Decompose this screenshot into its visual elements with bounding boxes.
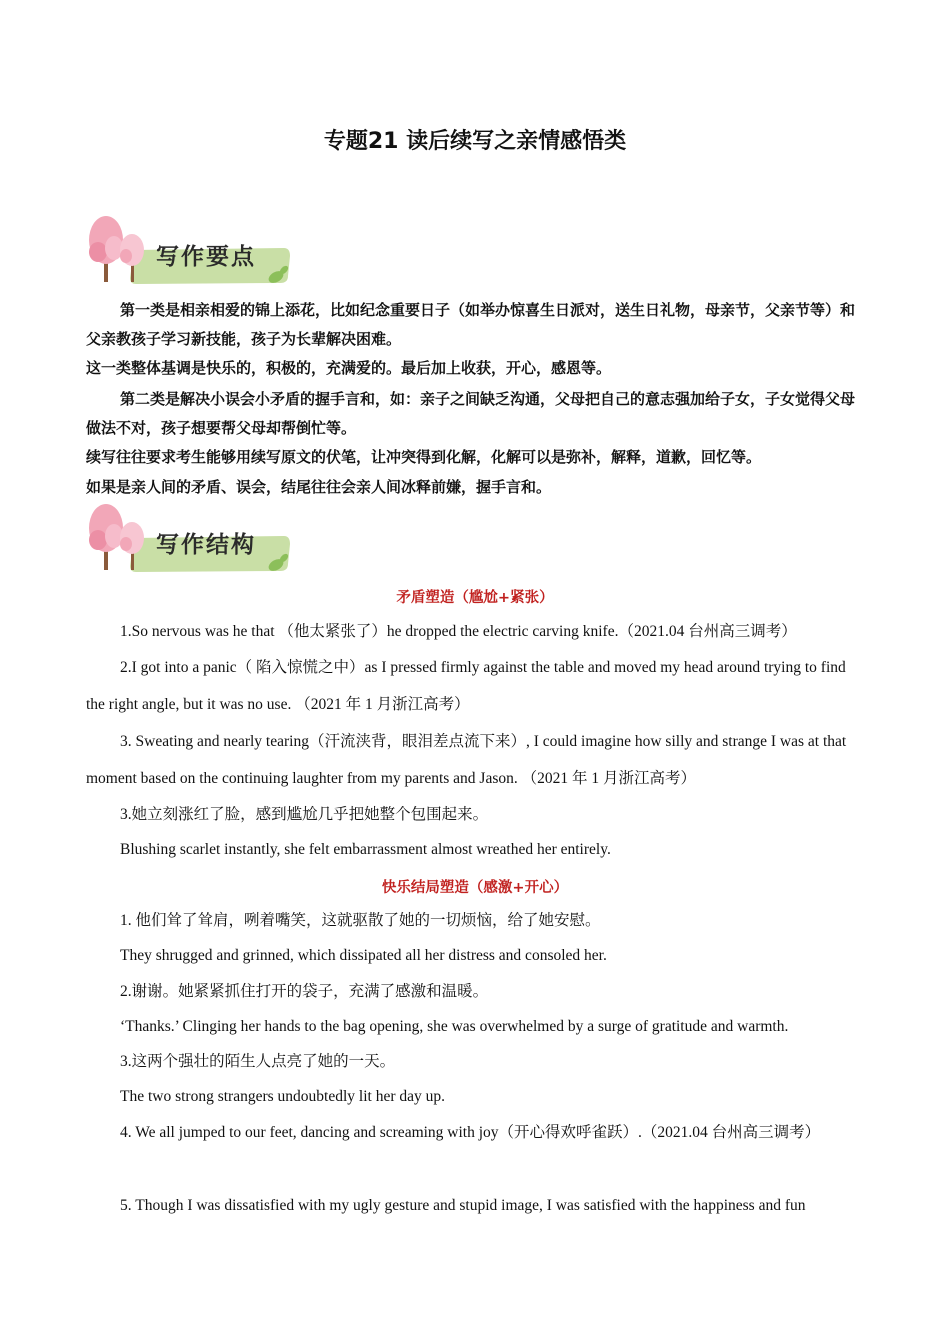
paragraph: 第二类是解决小误会小矛盾的握手言和，如：亲子之间缺乏沟通，父母把自己的意志强加给子女，子女觉得父母做法不对，孩子想要帮父母却帮倒忙等。 xyxy=(86,390,856,437)
section-label: 写作结构 xyxy=(156,532,256,558)
paragraph: 如果是亲人间的矛盾、误会，结尾往往会亲人间冰释前嫌，握手言和。 xyxy=(86,478,552,496)
paragraph: 续写往往要求考生能够用续写原文的伏笔，让冲突得到化解，化解可以是弥补，解释，道歉，回忆等。 xyxy=(86,448,762,466)
subheading-happy-ending: 快乐结局塑造（感激+开心） xyxy=(381,880,569,896)
paragraph: 第一类是相亲相爱的锦上添花，比如纪念重要日子（如举办惊喜生日派对，送生日礼物，母亲节，父亲节等）和父亲教孩子学习新技能，孩子为长辈解决困难。 xyxy=(86,301,856,348)
paragraph: 这一类整体基调是快乐的，积极的，充满爱的。最后加上收获，开心，感恩等。 xyxy=(86,359,612,377)
example-line: 5. Though I was dissatisfied with my ugly gesture and stupid image, I was satisfied with the happiness and fun xyxy=(120,1197,806,1214)
example-line: 4. We all jumped to our feet, dancing and screaming with joy（开心得欢呼雀跃）.（2021.04 台州高三调考） xyxy=(120,1124,821,1141)
example-line: The two strong strangers undoubtedly lit her day up. xyxy=(120,1088,446,1105)
example-line: 1.So nervous was he that （他太紧张了）he dropped the electric carving knife.（2021.04 台州高三调考） xyxy=(120,623,797,640)
section-header-writing-points xyxy=(86,210,296,286)
example-line: ‘Thanks.’ Clinging her hands to the bag opening, she was overwhelmed by a surge of gratitude and warmth. xyxy=(120,1018,789,1035)
example-line: Blushing scarlet instantly, she felt embarrassment almost wreathed her entirely. xyxy=(120,841,611,858)
example-line: 2.谢谢。她紧紧抓住打开的袋子，充满了感激和温暖。 xyxy=(120,983,489,1000)
section-label: 写作要点 xyxy=(156,244,256,270)
example-line: They shrugged and grinned, which dissipated all her distress and consoled her. xyxy=(120,947,607,964)
example-line: 3.她立刻涨红了脸，感到尴尬几乎把她整个包围起来。 xyxy=(120,806,489,823)
section-header-writing-structure xyxy=(86,498,296,574)
example-line: 1. 他们耸了耸肩，咧着嘴笑，这就驱散了她的一切烦恼，给了她安慰。 xyxy=(120,912,601,929)
example-line: 3. Sweating and nearly tearing（汗流浃背，眼泪差点流下来）, I could imagine how silly and strange I was at that moment based on the continuing laughter from my parents and Jason. （2021 年 1 月浙江高考） xyxy=(86,733,847,787)
example-line: 2.I got into a panic（ 陷入惊慌之中）as I pressed firmly against the table and moved my head around trying to find the right angle, but it was no use. （2021 年 1 月浙江高考） xyxy=(86,659,846,713)
page-title: 专题21 读后续写之亲情感悟类 xyxy=(323,129,627,154)
subheading-conflict: 矛盾塑造（尴尬+紧张） xyxy=(396,590,554,606)
example-line: 3.这两个强壮的陌生人点亮了她的一天。 xyxy=(120,1053,396,1070)
